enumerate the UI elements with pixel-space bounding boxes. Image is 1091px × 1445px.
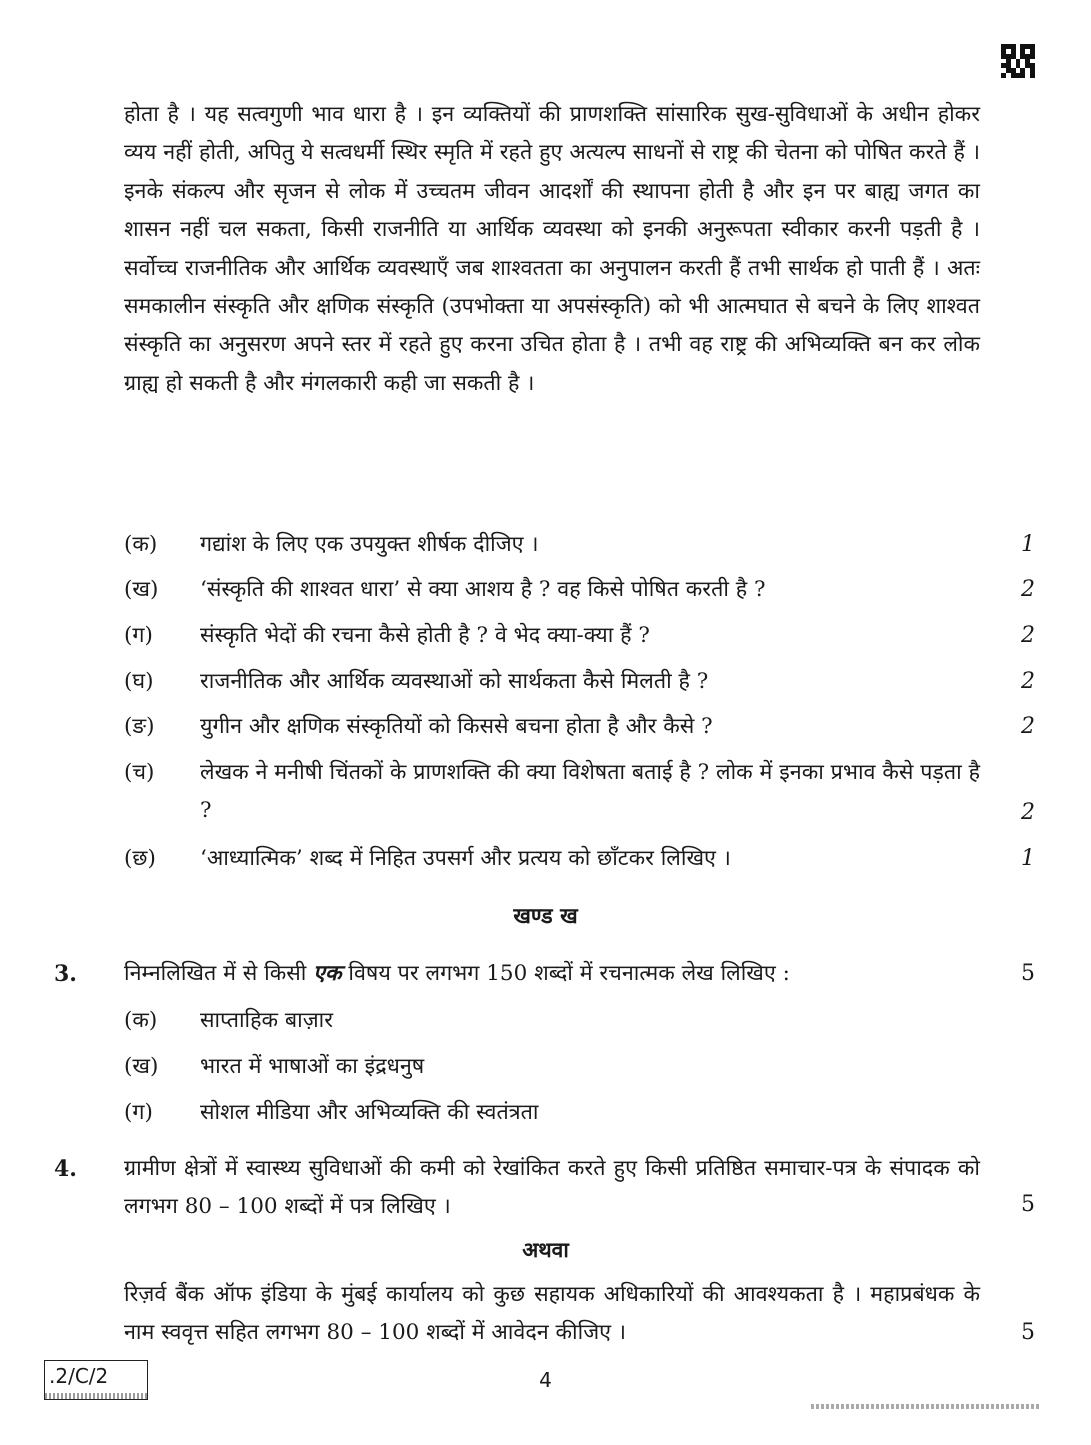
question-number: 4. [54,1156,77,1182]
option-label: (ख) [124,1054,159,1079]
marks: 2 [1021,669,1035,694]
qr-code-icon [1001,44,1035,78]
question-text-part: निम्नलिखित में से किसी [124,961,314,986]
marks: 2 [1021,800,1035,825]
subquestion-label: (च) [124,760,155,785]
option-label: (क) [124,1008,158,1033]
passage-text: होता है । यह सत्वगुणी भाव धारा है । इन व्यक्तियों की प्राणशक्ति सांसारिक सुख-सुविधाओं के अधीन होकर व्यय नहीं होती, अपितु ये सत्वधर्मी स्थिर स्मृति में रहते हुए अत्यल्प साधनों से राष्ट्र की चेतना को पोषित करते हैं । इनके संकल्प और सृजन से लोक में उच्चतम जीवन आदर्शों की स्थापना होती है और इन पर बाह्य जगत का शासन नहीं चल सकता, किसी राजनीति या आर्थिक व्यवस्था को इनकी अनुरूपता स्वीकार करनी पड़ती है । सर्वोच्च राजनीतिक और आर्थिक व्यवस्थाएँ जब शाश्वतता का अनुपालन करती हैं तभी सार्थक हो पाती हैं । अतः समकालीन संस्कृति और क्षणिक संस्कृति (उपभोक्ता या अपसंस्कृति) को भी आत्मघात से बचने के लिए शाश्वत संस्कृति का अनुसरण अपने स्तर में रहते हुए करना उचित होता है । तभी वह राष्ट्र की अभिव्यक्ति बन कर लोक ग्राह्य हो सकती है और मंगलकारी कही जा सकती है । [124,102,980,396]
subquestion-text: संस्कृति भेदों की रचना कैसे होती है ? वे भेद क्या-क्या हैं ? [200,623,650,648]
alternative-question-text: रिज़र्व बैंक ऑफ इंडिया के मुंबई कार्यालय को कुछ सहायक अधिकारियों की आवश्यकता है । महाप्रबंधक के नाम स्ववृत्त सहित लगभग 80 – 100 शब्दों में आवेदन कीजिए । [124,1282,980,1345]
marks: 2 [1021,714,1035,739]
question-number: 3. [54,961,77,987]
subquestion-text: युगीन और क्षणिक संस्कृतियों को किससे बचना होता है और कैसे ? [200,714,713,739]
question-text: ग्रामीण क्षेत्रों में स्वास्थ्य सुविधाओं की कमी को रेखांकित करते हुए किसी प्रतिष्ठित समाचार-पत्र के संपादक को लगभग 80 – 100 शब्दों में पत्र लिखिए । [124,1156,980,1219]
page-number: 4 [539,1368,552,1392]
subquestion-label: (ख) [124,577,159,602]
marks: 1 [1021,532,1035,557]
question-text-part: विषय पर लगभग 150 शब्दों में रचनात्मक लेख लिखिए : [341,961,790,986]
subquestion-text: राजनीतिक और आर्थिक व्यवस्थाओं को सार्थकता कैसे मिलती है ? [200,669,709,694]
paper-code: .2/C/2 [49,1364,109,1388]
subquestion-label: (ङ) [124,714,155,739]
option-text: भारत में भाषाओं का इंद्रधनुष [200,1054,425,1079]
subquestion-text: ‘आध्यात्मिक’ शब्द में निहित उपसर्ग और प्रत्यय को छाँटकर लिखिए । [200,846,731,871]
option-label: (ग) [124,1100,153,1125]
subquestion-label: (ग) [124,623,153,648]
marks: 2 [1021,623,1035,648]
question-text [124,955,980,993]
marks: 2 [1021,577,1035,602]
section-heading: खण्ड ख [513,904,578,929]
subquestion-label: (छ) [124,846,156,871]
question-emphasis: एक [313,961,342,986]
subquestion-text: लेखक ने मनीषी चिंतकों के प्राणशक्ति की क्या विशेषता बताई है ? लोक में इनका प्रभाव कैसे पड़ता है ? [200,760,980,823]
option-text: साप्ताहिक बाज़ार [200,1008,334,1033]
subquestion-label: (घ) [124,669,154,694]
marks: 1 [1021,846,1035,871]
marks: 5 [1021,961,1035,986]
marks: 5 [1021,1192,1035,1217]
fine-print-strip [811,1404,1041,1409]
subquestion-text: गद्यांश के लिए एक उपयुक्त शीर्षक दीजिए । [200,532,539,557]
marks: 5 [1021,1320,1035,1345]
or-label: अथवा [522,1237,569,1262]
subquestion-label: (क) [124,532,158,557]
subquestion-text: ‘संस्कृति की शाश्वत धारा’ से क्या आशय है ? वह किसे पोषित करती है ? [200,577,766,602]
option-text: सोशल मीडिया और अभिव्यक्ति की स्वतंत्रता [200,1100,539,1125]
fine-print-strip [45,1393,147,1399]
